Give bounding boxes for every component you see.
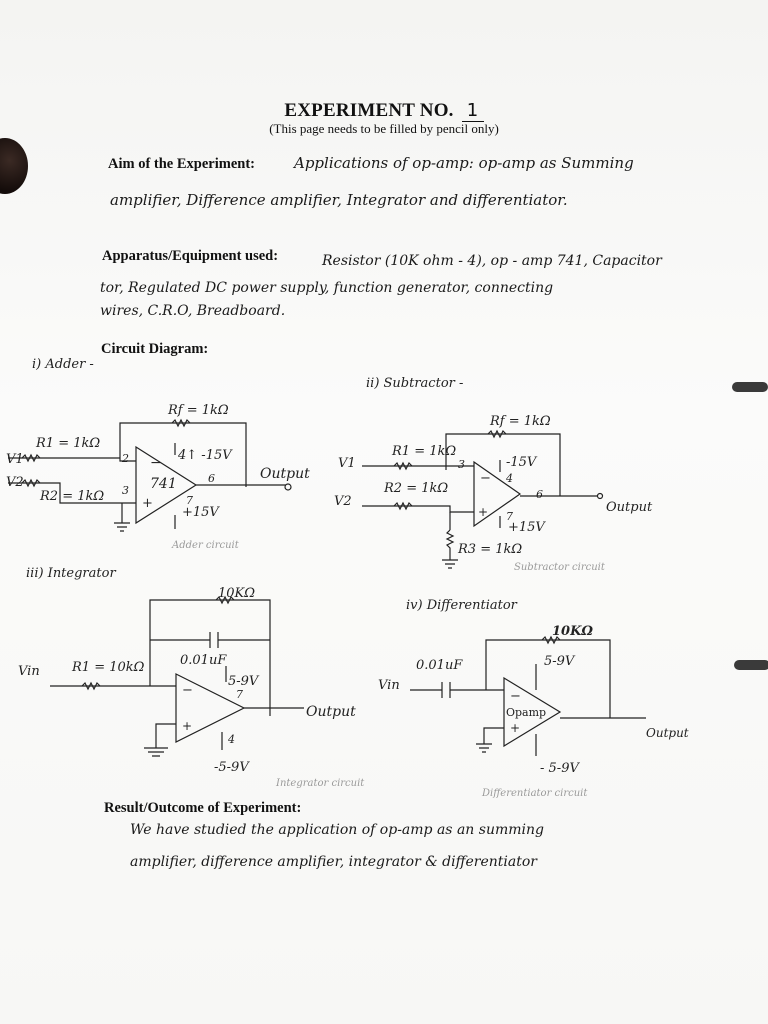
subtractor-pin4: 4 bbox=[506, 472, 513, 485]
apparatus-label: Apparatus/Equipment used: bbox=[102, 248, 279, 264]
result-label: Result/Outcome of Experiment: bbox=[104, 800, 302, 816]
subtractor-r2-label: R2 = 1kΩ bbox=[384, 481, 449, 496]
subtractor-v2-label: V2 bbox=[334, 494, 352, 509]
integrator-r1-label: R1 = 10kΩ bbox=[72, 660, 145, 675]
subtractor-v1-label: V1 bbox=[338, 456, 356, 471]
experiment-number: 1 bbox=[462, 100, 484, 122]
binder-ring-bottom bbox=[734, 660, 768, 670]
differentiator-caption: Differentiator circuit bbox=[482, 788, 588, 799]
adder-pin7: 7 bbox=[186, 494, 193, 507]
integrator-pin7: 7 bbox=[236, 688, 243, 701]
subtractor-pin6: 6 bbox=[536, 488, 543, 501]
integrator-circuit-diagram bbox=[0, 590, 340, 770]
binder-ring-top bbox=[732, 382, 768, 392]
adder-opamp-label: 741 bbox=[150, 476, 177, 492]
page-subtitle: (This page needs to be filled by pencil only) bbox=[269, 121, 499, 136]
aim-label: Aim of the Experiment: bbox=[108, 156, 255, 172]
svg-text:+: + bbox=[510, 721, 521, 735]
subtractor-r1-label: R1 = 1kΩ bbox=[392, 444, 457, 459]
differentiator-supply-top: 5-9V bbox=[544, 654, 575, 669]
adder-pin3: 3 bbox=[122, 484, 129, 497]
subtractor-neg-supply: -15V bbox=[506, 455, 537, 470]
page-title bbox=[0, 100, 768, 122]
svg-text:+: + bbox=[182, 719, 193, 733]
adder-neg-supply: 4↑ -15V bbox=[178, 448, 232, 463]
subtractor-pin7: 7 bbox=[506, 510, 513, 523]
differentiator-opamp-label: Opamp bbox=[506, 706, 547, 719]
subtractor-rf-label: Rf = 1kΩ bbox=[490, 414, 551, 429]
subtractor-pos-supply: +15V bbox=[508, 520, 545, 535]
integrator-cap-label: 0.01uF bbox=[180, 653, 227, 668]
differentiator-cap-label: 0.01uF bbox=[416, 658, 463, 673]
differentiator-circuit-diagram bbox=[370, 620, 710, 780]
adder-v1-label: V1 bbox=[6, 452, 24, 467]
adder-pin2: 2 bbox=[122, 452, 129, 465]
adder-r2-label: R2 = 1kΩ bbox=[40, 489, 105, 504]
integrator-output-label: Output bbox=[306, 704, 356, 720]
integrator-supply-top: 5-9V bbox=[228, 674, 259, 689]
adder-output-label: Output bbox=[260, 466, 310, 482]
differentiator-heading: iv) Differentiator bbox=[406, 598, 517, 613]
svg-text:−: − bbox=[182, 683, 193, 698]
aim-line-2: amplifier, Difference amplifier, Integrator and differentiator. bbox=[110, 191, 568, 209]
integrator-vin-label: Vin bbox=[18, 664, 40, 679]
integrator-supply-bottom: -5-9V bbox=[214, 760, 249, 775]
svg-text:+: + bbox=[478, 505, 489, 519]
integrator-heading: iii) Integrator bbox=[26, 566, 116, 581]
svg-text:−: − bbox=[480, 471, 491, 486]
integrator-caption: Integrator circuit bbox=[276, 778, 365, 789]
subtractor-caption: Subtractor circuit bbox=[514, 562, 605, 573]
adder-caption: Adder circuit bbox=[172, 540, 239, 551]
differentiator-vin-label: Vin bbox=[378, 678, 400, 693]
svg-text:−: − bbox=[510, 689, 521, 704]
adder-rf-label: Rf = 1kΩ bbox=[168, 403, 229, 418]
svg-text:+: + bbox=[142, 496, 153, 511]
circuit-diagram-label: Circuit Diagram: bbox=[101, 341, 209, 357]
differentiator-supply-bottom: - 5-9V bbox=[540, 761, 579, 776]
adder-heading: i) Adder - bbox=[32, 357, 94, 372]
subtractor-output-label: Output bbox=[606, 500, 653, 515]
result-line-1: We have studied the application of op-amp as an summing bbox=[130, 822, 544, 838]
aim-line-1: Applications of op-amp: op-amp as Summing bbox=[294, 154, 634, 172]
svg-text:−: − bbox=[150, 455, 162, 471]
adder-v2-label: V2 bbox=[6, 475, 24, 490]
subtractor-r3-label: R3 = 1kΩ bbox=[458, 542, 523, 557]
apparatus-line-2: tor, Regulated DC power supply, function generator, connecting bbox=[100, 280, 554, 296]
subtractor-pin3: 3 bbox=[458, 458, 465, 471]
differentiator-output-label: Output bbox=[646, 726, 689, 740]
title-text: EXPERIMENT NO. bbox=[284, 100, 454, 121]
differentiator-rf-label: 10KΩ bbox=[552, 624, 593, 639]
apparatus-line-3: wires, C.R.O, Breadboard. bbox=[100, 303, 286, 319]
integrator-rf-label: 10KΩ bbox=[218, 586, 256, 601]
subtractor-heading: ii) Subtractor - bbox=[366, 376, 464, 391]
apparatus-line-1: Resistor (10K ohm - 4), op - amp 741, Capacitor bbox=[322, 253, 662, 269]
adder-pin6: 6 bbox=[208, 472, 215, 485]
adder-pos-supply: +15V bbox=[182, 505, 219, 520]
result-line-2: amplifier, difference amplifier, integrator & differentiator bbox=[130, 854, 537, 870]
integrator-pin4: 4 bbox=[228, 733, 235, 746]
adder-r1-label: R1 = 1kΩ bbox=[36, 436, 101, 451]
